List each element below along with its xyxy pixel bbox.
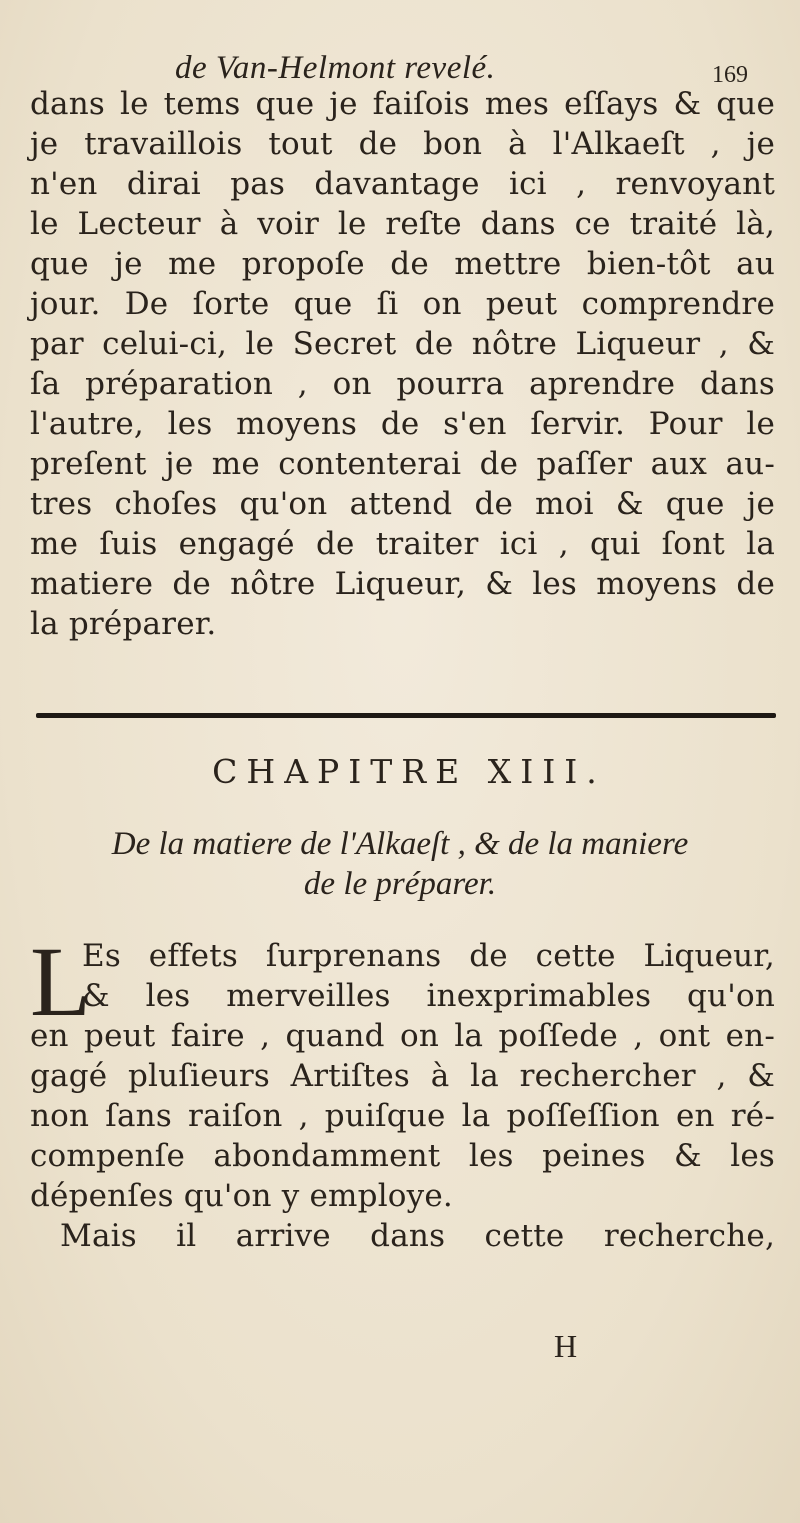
- text-line: je travaillois tout de bon à l'Alkaeſt , je: [30, 126, 775, 162]
- text-line: dépenſes qu'on y employe.: [30, 1178, 453, 1214]
- drop-cap: L: [30, 926, 92, 1037]
- text-line: non ſans raiſon , puiſque la poſſeſſion en ré-: [30, 1098, 775, 1134]
- chapter-subtitle-line: De la matiere de l'Alkaeſt , & de la maniere: [111, 826, 689, 862]
- text-line: Mais il arrive dans cette recherche,: [60, 1218, 775, 1254]
- text-line: jour. De ſorte que ſi on peut comprendre: [30, 286, 775, 322]
- text-line: & les merveilles inexprimables qu'on: [82, 978, 775, 1014]
- text-line: par celui-ci, le Secret de nôtre Liqueur , &: [30, 326, 775, 362]
- text-line: Es effets ſurprenans de cette Liqueur,: [82, 938, 775, 974]
- text-line: preſent je me contenterai de paſſer aux au-: [30, 446, 775, 482]
- text-line: dans le tems que je faiſois mes eſſays & que: [30, 86, 775, 122]
- text-line: gagé pluſieurs Artiſtes à la rechercher , &: [30, 1058, 775, 1094]
- text-line: le Lecteur à voir le reſte dans ce traité là,: [30, 206, 775, 242]
- running-head-title: de Van-Helmont revelé.: [175, 50, 496, 86]
- chapter-subtitle-line: de le préparer.: [303, 866, 497, 902]
- text-line: matiere de nôtre Liqueur, & les moyens de: [30, 566, 775, 602]
- text-line: la préparer.: [30, 606, 217, 642]
- text-line: l'autre, les moyens de s'en ſervir. Pour le: [30, 406, 775, 442]
- text-line: ſa préparation , on pourra aprendre dans: [30, 366, 775, 402]
- text-line: me ſuis engagé de traiter ici , qui ſont la: [30, 526, 775, 562]
- chapter-heading: CHAPITRE XIII.: [212, 752, 606, 791]
- section-rule: [36, 713, 776, 718]
- paragraph-chapter-opening: [30, 936, 775, 1256]
- paragraph-continued: [30, 84, 775, 644]
- text-line: n'en dirai pas davantage ici , renvoyant: [30, 166, 775, 202]
- text-line: tres choſes qu'on attend de moi & que je: [30, 486, 775, 522]
- text-line: compenſe abondamment les peines & les: [30, 1138, 775, 1174]
- page-number: 169: [712, 62, 748, 88]
- catchword: H: [554, 1328, 578, 1364]
- text-line: que je me propoſe de mettre bien-tôt au: [30, 246, 775, 282]
- text-line: en peut faire , quand on la poſſede , ont en-: [30, 1018, 775, 1054]
